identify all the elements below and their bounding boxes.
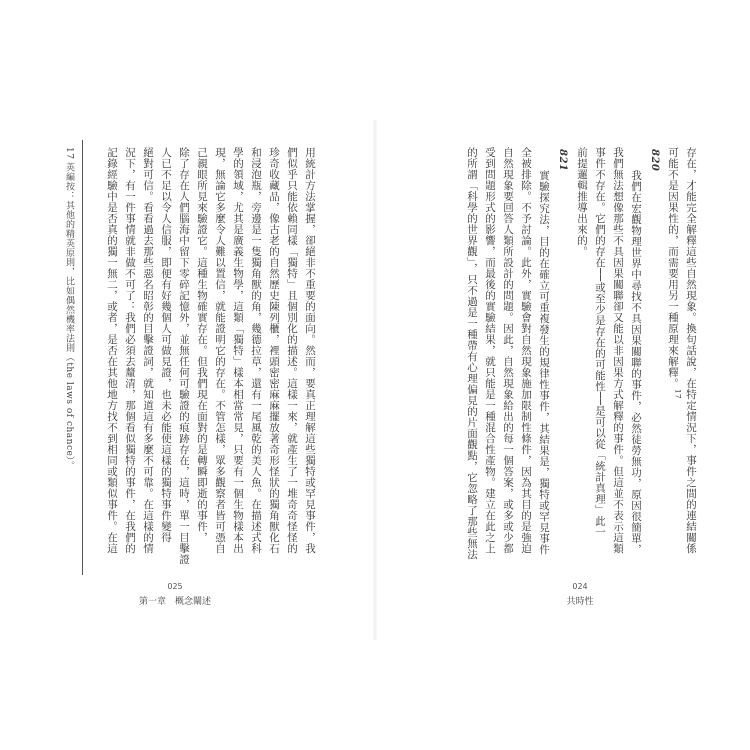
text-column: 用統計方法掌握，卻絕非不重要的面向。然而，要真正理解這些獨特或罕見事件，我 — [304, 147, 316, 554]
text-column: 自然現象要回答人類所設計的問題。因此，自然現象給出的每一個答案，或多或少都 — [502, 147, 514, 554]
running-head: 共時性 — [566, 597, 594, 607]
text-column: 記錄經驗中是否真的獨一無二，或者，是否在其他地方找不到相同或類似事件。在這 — [106, 147, 118, 554]
text-column: 我們無法想像那些不具因果關聯卻又能以非因果方式解釋的事件。但這並不表示這類 — [612, 147, 624, 554]
running-head: 第一章 概念闡述 — [138, 597, 211, 607]
text-column: 況下，有一件事情就非做不可了：我們必須去釐清，那個看似獨特的事件，在我們的 — [124, 147, 136, 554]
footnote-ref: 17 — [673, 389, 682, 399]
text-column: 存在，才能完全解釋這些自然現象。換句話說，在特定情況下，事件之間的連結關係 — [685, 147, 697, 554]
text-column: 我們在宏觀物理世界中尋找不具因果關聯的事件，必然徒勞無功，原因很簡單， — [630, 170, 642, 555]
text-column: 受到問題形式的影響，而最後的實驗結果，就只能是一種混合性產物。建立在此之上 — [484, 147, 496, 554]
text-column — [664, 147, 687, 399]
text-column: 學的領域，尤其是廣義生物學，這類「獨特」樣本相當常見，只要有一個生物樣本出 — [232, 147, 244, 554]
text-column: 事件不存在。它們的存在──或至少是存在的可能性──是可以從「統計真理」此一 — [594, 147, 606, 538]
paragraph-number-820: 820 — [649, 149, 660, 172]
text-column: 的所謂「科學的世界觀」，只不過是一種帶有心理偏見的片面觀點，它忽略了那些無法 — [466, 147, 478, 560]
text-column: 除了存在人們腦海中留下零碎記憶外，並無任何可驗證的痕跡存在，這時，單一目擊證 — [178, 147, 190, 565]
book-gutter — [373, 120, 377, 640]
text-column: 和浸泡瓶，旁邊是一隻獨角獸的角，幾德拉草，還有一尾風乾的美人魚。在描述式科 — [250, 147, 262, 554]
text-column: 珍奇收藏品，像古老的自然歷史陳列櫃，裡頭密密麻麻擺放著奇形怪狀的獨角獸化石 — [268, 147, 280, 554]
text-column: 實驗探究法，目的在確立可重複發生的規律性事件，其結果是，獨特或罕見事件 — [538, 170, 550, 555]
footnote-rule — [82, 140, 83, 575]
text-column: 人已不足以令人信服，即便有好幾個人可做見證，也未必能使這樣的獨特事件變得 — [160, 147, 172, 543]
footnote-text: 17 英編按：其他的精英原則，比如偶然機率法則（the laws of chance）。 — [64, 147, 74, 471]
right-page — [375, 0, 750, 750]
page-number: 025 — [167, 582, 183, 591]
text-column: 前提邏輯推導出來的。 — [576, 147, 588, 257]
text-column: 絕對可信。看看過去那些惡名昭彰的目擊證詞，就知道這有多麼不可靠。在這樣的情 — [142, 147, 154, 554]
text-column: 們似乎只能依賴同樣「獨特」且個別化的描述。這樣一來，就產生了一堆奇奇怪怪的 — [286, 147, 298, 554]
text-column: 全被排除。不予討論。此外，實驗會對自然現象施加限制性條件，因為其目的是強迫 — [520, 147, 532, 554]
text-column: 現，無論它多麼令人難以置信，就能證明它的存在。不管怎樣，眾多觀察者皆可憑自 — [214, 147, 226, 554]
paragraph-number-821: 821 — [557, 149, 568, 172]
text-span: 可能不是因果性的，而需要用另一種原理來解釋。 — [667, 147, 679, 389]
text-column: 己親眼所見來驗證它。這種生物確實存在。但我們現在面對的是轉瞬即逝的事件， — [196, 147, 208, 543]
page-number: 024 — [572, 582, 588, 591]
